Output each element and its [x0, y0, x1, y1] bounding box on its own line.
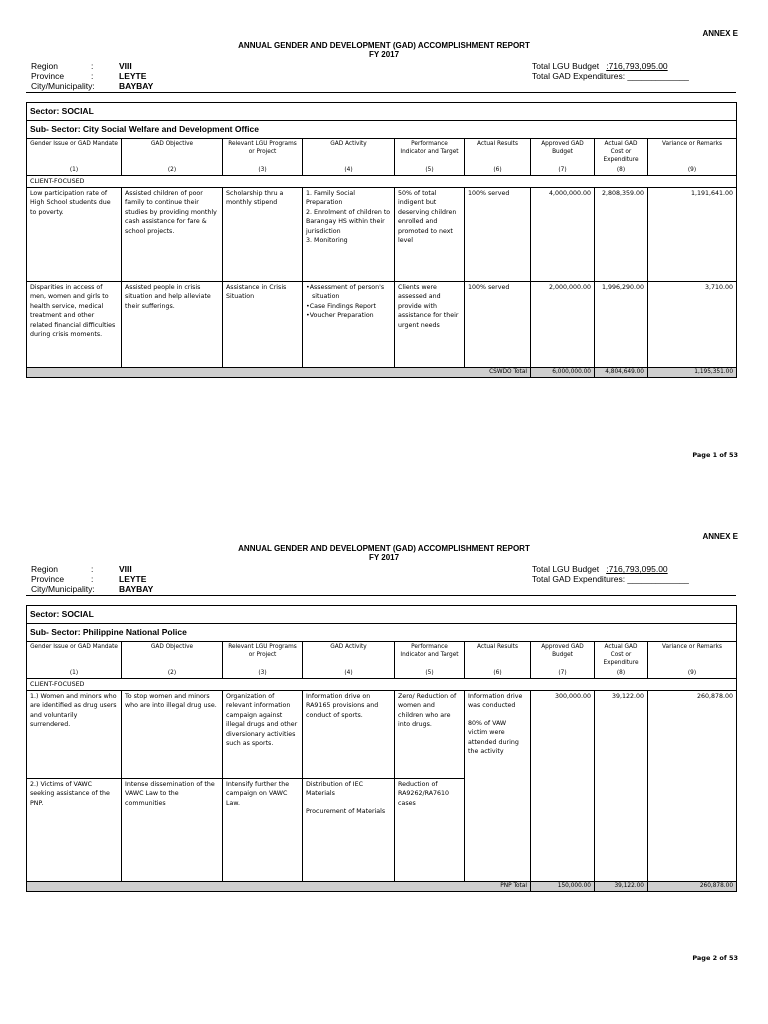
- province-line: Province : LEYTE: [31, 574, 147, 584]
- budget-cell: 2,000,000.00: [531, 282, 595, 368]
- issue-cell: 2.) Victims of VAWC seeking assistance of the PNP.: [27, 779, 122, 882]
- gad-expenditures-line: Total GAD Expenditures: _____________: [532, 71, 689, 81]
- total-cost: 4,804,649.00: [595, 368, 648, 378]
- activity-text: Procurement of Materials: [306, 807, 386, 815]
- sector-title: Sector: SOCIAL: [27, 103, 737, 121]
- col-number: (3): [223, 166, 303, 176]
- region-line: Region : VIII: [31, 61, 132, 71]
- indicator-cell: 50% of total indigent but deserving children enrolled and promoted to next level: [395, 188, 465, 282]
- budget-cell: 4,000,000.00: [531, 188, 595, 282]
- cost-cell: 1,996,290.00: [595, 282, 648, 368]
- accomplishment-table: [26, 605, 737, 892]
- objective-cell: Assisted children of poor family to continue their studies by providing monthly cash assistance for fare & school projects.: [122, 188, 223, 282]
- col-number: (3): [223, 669, 303, 679]
- col-number: (8): [595, 166, 648, 176]
- results-text: 80% of VAW victim were attended during the activity: [468, 719, 519, 756]
- activity-step: 2. Enrolment of children to Barangay HS within their jurisdiction: [306, 208, 391, 235]
- subsector-title: Sub- Sector: City Social Welfare and Development Office: [27, 121, 737, 139]
- city-value: BAYBAY: [119, 584, 154, 594]
- col-header-results: Actual Results: [465, 642, 531, 669]
- total-budget: 150,000.00: [531, 882, 595, 892]
- objective-cell: To stop women and minors who are into illegal drug use.: [122, 691, 223, 779]
- accomplishment-table: [26, 102, 737, 378]
- activity-cell: [303, 779, 395, 882]
- col-header-variance: Variance or Remarks: [648, 642, 737, 669]
- col-number: (2): [122, 166, 223, 176]
- lgu-budget-label: Total LGU Budget: [532, 61, 600, 71]
- col-header-objective: GAD Objective: [122, 642, 223, 669]
- lgu-budget-label: Total LGU Budget: [532, 564, 600, 574]
- table-row: [27, 188, 737, 282]
- col-number: (9): [648, 166, 737, 176]
- region-value: VIII: [119, 61, 132, 71]
- table-row: [27, 282, 737, 368]
- report-year: FY 2017: [368, 553, 400, 562]
- col-header-budget: Approved GAD Budget: [531, 642, 595, 669]
- activity-bullet: • Case Findings Report: [306, 302, 391, 311]
- report-title: ANNUAL GENDER AND DEVELOPMENT (GAD) ACCOMPLISHMENT REPORT: [238, 544, 530, 553]
- col-number: (1): [27, 166, 122, 176]
- program-cell: Assistance in Crisis Situation: [223, 282, 303, 368]
- table-row: [27, 691, 737, 779]
- col-header-issue: Gender Issue or GAD Mandate: [27, 642, 122, 669]
- annex-label: ANNEX E: [702, 532, 738, 541]
- col-number: (9): [648, 669, 737, 679]
- col-header-activity: GAD Activity: [303, 642, 395, 669]
- city-label: City/Municipality:: [31, 584, 95, 594]
- region-label: Region: [31, 61, 58, 71]
- activity-step: 1. Family Social Preparation: [306, 190, 355, 207]
- sector-title: Sector: SOCIAL: [27, 606, 737, 624]
- col-number: (4): [303, 669, 395, 679]
- province-label: Province: [31, 71, 65, 81]
- province-label: Province: [31, 574, 65, 584]
- col-header-results: Actual Results: [465, 139, 531, 166]
- city-label: City/Municipality:: [31, 81, 95, 91]
- col-number: (1): [27, 669, 122, 679]
- results-text: Information drive was conducted: [468, 693, 523, 710]
- col-header-budget: Approved GAD Budget: [531, 139, 595, 166]
- subsector-title: Sub- Sector: Philippine National Police: [27, 624, 737, 642]
- indicator-cell: Zero/ Reduction of women and children who are into drugs.: [395, 691, 465, 779]
- col-header-indicator: Performance Indicator and Target: [395, 642, 465, 669]
- header-rule: [26, 595, 736, 596]
- activity-step: 3. Monitoring: [306, 237, 348, 245]
- col-number: (5): [395, 166, 465, 176]
- col-number: (7): [531, 166, 595, 176]
- col-number: (5): [395, 669, 465, 679]
- total-cost: 39,122.00: [595, 882, 648, 892]
- total-variance: 260,878.00: [648, 882, 737, 892]
- col-header-indicator: Performance Indicator and Target: [395, 139, 465, 166]
- col-header-objective: GAD Objective: [122, 139, 223, 166]
- col-header-issue: Gender Issue or GAD Mandate: [27, 139, 122, 166]
- total-variance: 1,195,351.00: [648, 368, 737, 378]
- report-year: FY 2017: [368, 50, 400, 59]
- total-row: [27, 368, 737, 378]
- total-label: CSWDO Total: [27, 368, 531, 378]
- variance-cell: 3,710.00: [648, 282, 737, 368]
- annex-label: ANNEX E: [702, 29, 738, 38]
- indicator-cell: Clients were assessed and provide with assistance for their urgent needs: [395, 282, 465, 368]
- variance-cell: 260,878.00: [648, 691, 737, 882]
- city-line: [31, 585, 153, 595]
- col-number: (7): [531, 669, 595, 679]
- col-header-activity: GAD Activity: [303, 139, 395, 166]
- objective-cell: Intense dissemination of the VAWC Law to the communities: [122, 779, 223, 882]
- indicator-cell: Reduction of RA9262/RA7610 cases: [395, 779, 465, 882]
- total-budget: 6,000,000.00: [531, 368, 595, 378]
- objective-cell: Assisted people in crisis situation and help alleviate their sufferings.: [122, 282, 223, 368]
- region-line: Region : VIII: [31, 564, 132, 574]
- results-cell: 100% served: [465, 188, 531, 282]
- page-number: Page 1 of 53: [692, 451, 738, 459]
- issue-cell: Low participation rate of High School students due to poverty.: [27, 188, 122, 282]
- activity-bullet: • Voucher Preparation: [306, 311, 391, 320]
- cost-cell: 2,808,359.00: [595, 188, 648, 282]
- province-value: LEYTE: [119, 574, 147, 584]
- col-number: (4): [303, 166, 395, 176]
- header-rule: [26, 92, 736, 93]
- results-cell: 100% served: [465, 282, 531, 368]
- activity-cell: Information drive on RA9165 provisions and conduct of sports.: [303, 691, 395, 779]
- col-header-cost: Actual GAD Cost or Expenditure: [595, 139, 648, 166]
- city-line: [31, 82, 153, 92]
- variance-cell: 1,191,641.00: [648, 188, 737, 282]
- program-cell: Scholarship thru a monthly stipend: [223, 188, 303, 282]
- col-number: (6): [465, 166, 531, 176]
- col-number: (8): [595, 669, 648, 679]
- issue-cell: Disparities in access of men, women and girls to health service, medical treatment and other related financial difficulties during crisis moments.: [27, 282, 122, 368]
- cost-cell: 39,122.00: [595, 691, 648, 882]
- col-header-program: Relevant LGU Programs or Project: [223, 139, 303, 166]
- lgu-budget-value: :716,793,095.00: [606, 564, 668, 574]
- program-cell: Organization of relevant information campaign against illegal drugs and other diversionary activities such as sports.: [223, 691, 303, 779]
- col-number: (6): [465, 669, 531, 679]
- activity-bullet: • Assessment of person's situation: [306, 283, 391, 302]
- program-cell: Intensify further the campaign on VAWC Law.: [223, 779, 303, 882]
- province-line: Province : LEYTE: [31, 71, 147, 81]
- col-header-program: Relevant LGU Programs or Project: [223, 642, 303, 669]
- client-focused-label: CLIENT-FOCUSED: [27, 175, 737, 187]
- province-value: LEYTE: [119, 71, 147, 81]
- total-row: [27, 882, 737, 892]
- results-cell: [465, 691, 531, 882]
- budget-cell: 300,000.00: [531, 691, 595, 882]
- activity-cell: [303, 188, 395, 282]
- region-value: VIII: [119, 564, 132, 574]
- gad-expenditures-line: Total GAD Expenditures: _____________: [532, 574, 689, 584]
- activity-text: Distribution of IEC Materials: [306, 781, 364, 798]
- client-focused-label: CLIENT-FOCUSED: [27, 678, 737, 690]
- col-number: (2): [122, 669, 223, 679]
- region-label: Region: [31, 564, 58, 574]
- col-header-cost: Actual GAD Cost or Expenditure: [595, 642, 648, 669]
- issue-cell: 1.) Women and minors who are identified as drug users and voluntarily surrendered.: [27, 691, 122, 779]
- city-value: BAYBAY: [119, 81, 154, 91]
- col-header-variance: Variance or Remarks: [648, 139, 737, 166]
- activity-cell: [303, 282, 395, 368]
- report-title: ANNUAL GENDER AND DEVELOPMENT (GAD) ACCOMPLISHMENT REPORT: [238, 41, 530, 50]
- page-number: Page 2 of 53: [692, 954, 738, 962]
- total-label: PNP Total: [27, 882, 531, 892]
- lgu-budget-value: :716,793,095.00: [606, 61, 668, 71]
